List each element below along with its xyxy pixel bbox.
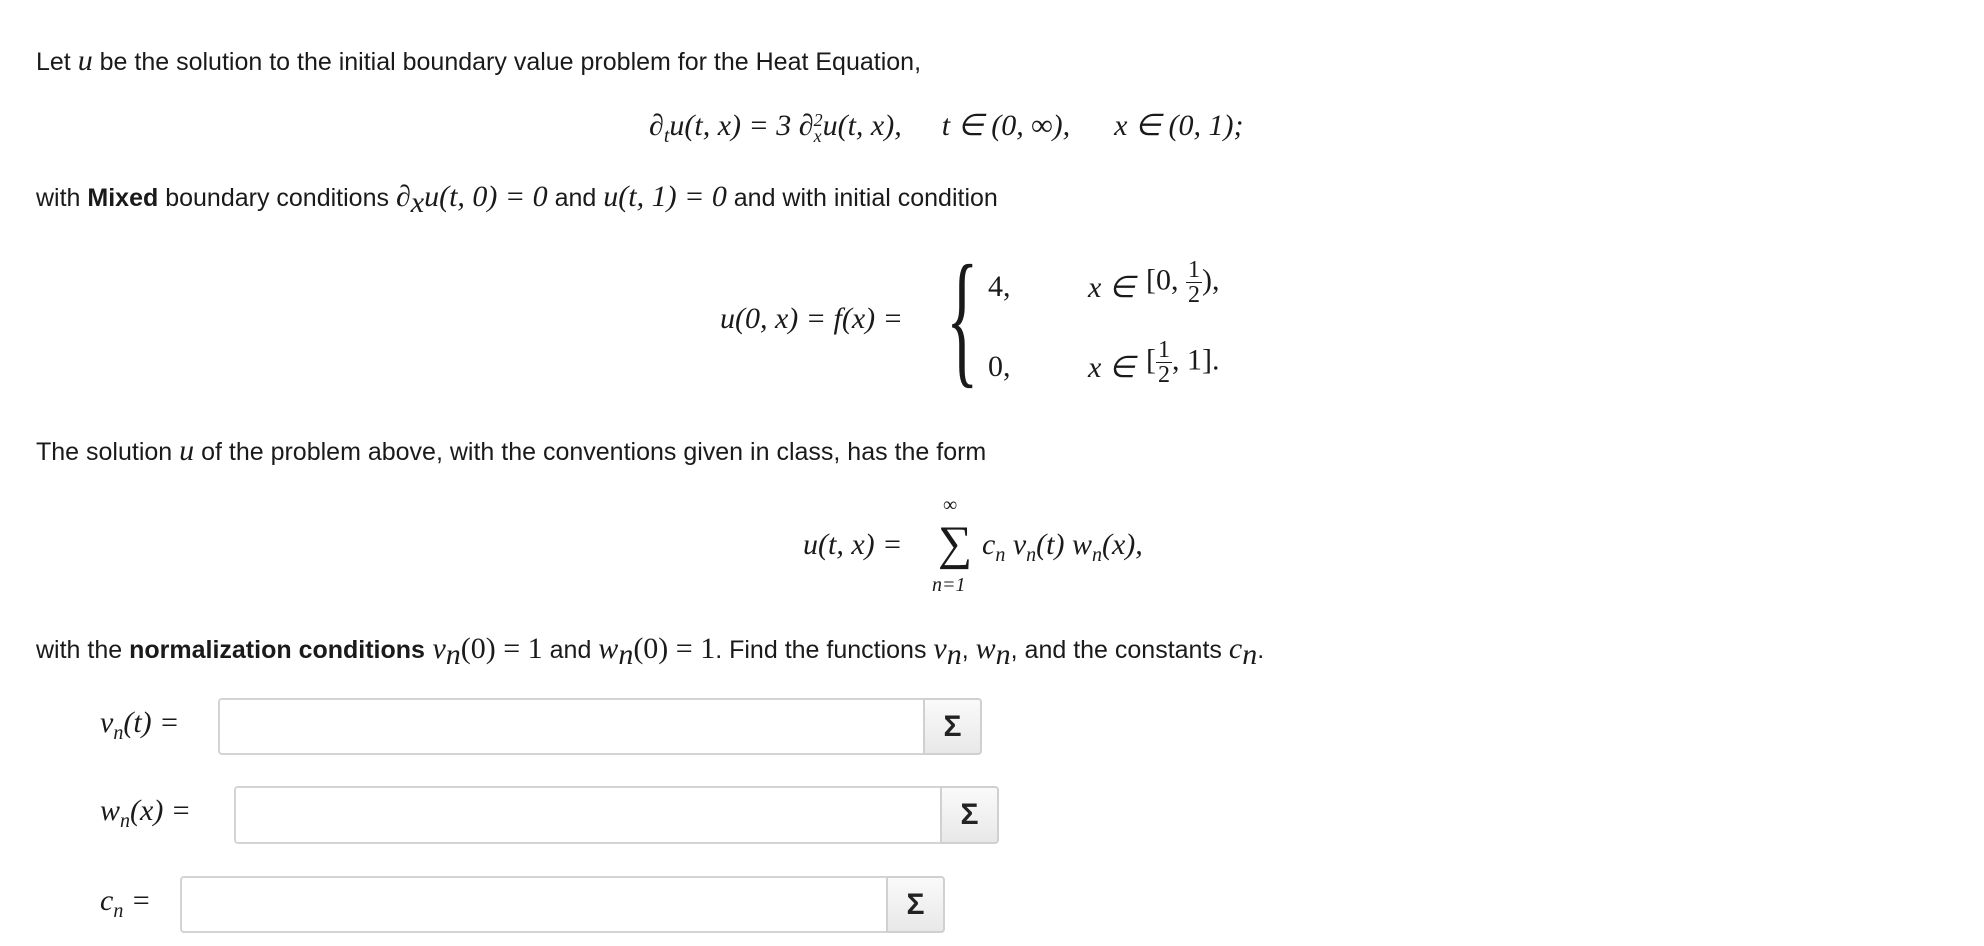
- piecewise-row-2: 0, x ∈ [ $\frac{1}{2}$ , 1].: [988, 337, 1220, 388]
- sigma-symbol: ∑: [938, 517, 973, 570]
- vn-label: $v_n(t)$ =: [100, 706, 180, 744]
- piecewise-brace: {: [946, 235, 979, 401]
- solution-form-text: The solution u of the problem above, with the conventions given in class, has the form: [36, 434, 987, 467]
- series-rhs: $c_n$ $v_n(t)$ $w_n(x)$,: [982, 528, 1143, 566]
- intro-text: Let u be the solution to the initial boundary value problem for the Heat Equation,: [36, 44, 922, 77]
- piecewise-row-1: 4, x ∈ [0, $\frac{1}{2}$ ),: [988, 257, 1220, 308]
- wn-equation-editor-button[interactable]: Σ: [940, 786, 999, 844]
- vn-input[interactable]: [218, 698, 925, 755]
- series-lhs: u(t, x) =: [803, 528, 903, 561]
- heat-equation: $\partial_tu(t$, x) = 3 ∂ 2 x u(t, x), t ∈ (0, ∞), x ∈ (0, 1);: [649, 109, 1244, 147]
- normalization-text: with the normalization conditions $v_n(0) = 1$ and $w_n(0) = 1$. Find the functions $v_n$, $w_n$, and the constants $c_n$.: [36, 632, 1265, 671]
- boundary-conditions-text: with Mixed boundary conditions $\partial_xu(t$, 0) = 0 and u(t, 1) = 0 and with initial condition: [36, 180, 998, 219]
- vn-equation-editor-button[interactable]: Σ: [923, 698, 982, 755]
- sum-upper-limit: ∞: [943, 494, 958, 516]
- wn-label: $w_n(x)$ =: [100, 794, 192, 832]
- initial-condition-lhs: u(0, x) = f(x) =: [720, 302, 903, 335]
- cn-input[interactable]: [180, 876, 888, 933]
- cn-equation-editor-button[interactable]: Σ: [886, 876, 945, 933]
- wn-input[interactable]: [234, 786, 942, 844]
- cn-label: $c_n$ =: [100, 884, 152, 922]
- sum-lower-limit: n=1: [932, 574, 966, 596]
